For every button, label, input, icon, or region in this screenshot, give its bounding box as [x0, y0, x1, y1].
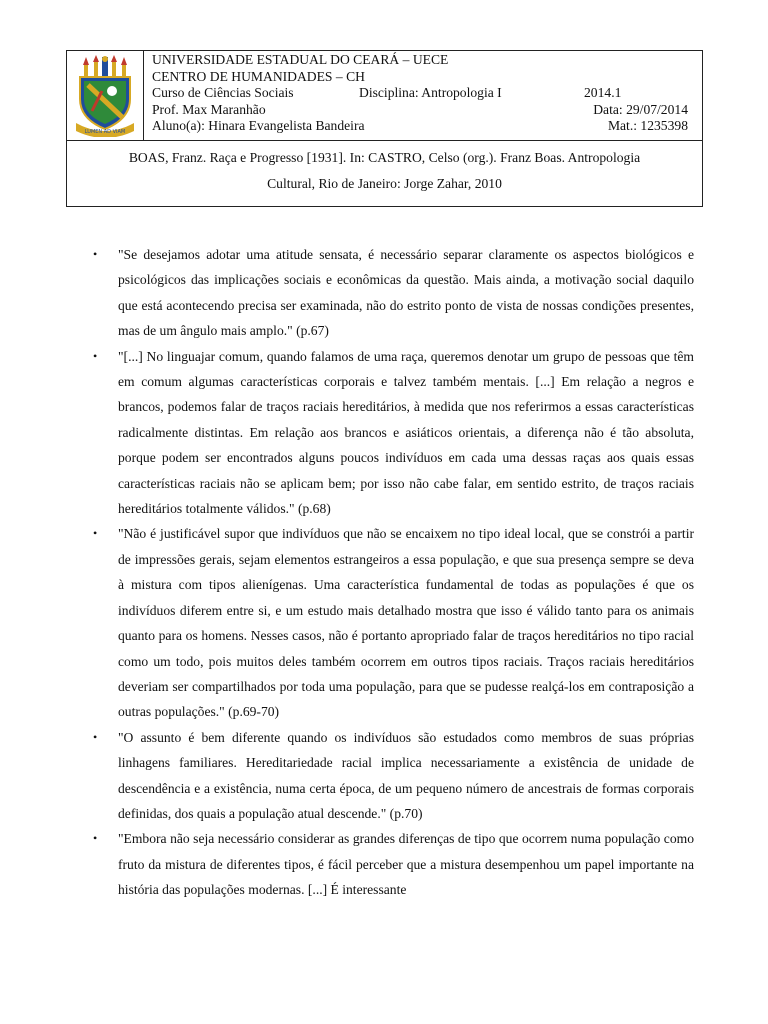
- bibliographic-reference: [67, 141, 702, 206]
- header-top-row: [67, 51, 702, 141]
- quote-text: "Se desejamos adotar uma atitude sensata, é necessário separar claramente os aspectos biológicos e psicológicos das implicações sociais e econômicas da questão. Mais ainda, a motivação social daquilo que está acontecendo precisa ser examinada, não do estrito ponto de vista de nossas condições presentes, mas de um ângulo mais amplo." (p.67): [118, 247, 694, 339]
- bullet-icon: •: [93, 729, 98, 744]
- quote-text: "Embora não seja necessário considerar as grandes diferenças de tipo que ocorrem numa população como fruto da mistura de diferentes tipos, é fácil perceber que a mistura desempenhou um papel importante na história das populações modernas. [...] É interessante: [118, 831, 694, 898]
- professor-row: [152, 102, 702, 119]
- reference-line-1: BOAS, Franz. Raça e Progresso [1931]. In: CASTRO, Celso (org.). Franz Boas. Antropologia: [128, 150, 641, 165]
- quote-text: "[...] No linguajar comum, quando falamos de uma raça, queremos denotar um grupo de pessoas que têm em comum algumas características corporais e talvez também mentais. [...] Em relação a negros e brancos, podemos falar de traços raciais hereditários, à medida que nos referirmos a essas características radicalmente distintas. Em relação aos brancos e asiáticos orientais, a diferença não é tão absoluta, porque podem ser encontrados alguns poucos indivíduos em cada uma dessas raças aos quais essas características raciais não se aplicam bem; por isso não cabe falar, em sentido estrito, de traços raciais hereditários totalmente válidos." (p.68): [118, 348, 694, 517]
- university-seal-icon: [74, 55, 136, 137]
- semester: 2014.1: [584, 85, 622, 100]
- quotes-list: [93, 242, 694, 903]
- university-name: UNIVERSIDADE ESTADUAL DO CEARÁ – UECE: [152, 52, 449, 67]
- center-name: CENTRO DE HUMANIDADES – CH: [152, 68, 365, 84]
- registration-number: Mat.: 1235398: [607, 118, 688, 133]
- quote-text: "O assunto é bem diferente quando os indivíduos são estudados como membros de suas próprias linhagens familiares. Hereditariedade racial implica necessariamente a existência de unidade de descendência e a existência, numa certa época, de um pequeno número de ancestrais de formas corporais definidas, dos quais a população atual descende." (p.70): [118, 729, 694, 821]
- header-info: [144, 51, 702, 140]
- bullet-icon: •: [93, 526, 98, 541]
- student-row: [152, 118, 702, 135]
- bullet-icon: •: [93, 348, 98, 363]
- bullet-icon: •: [93, 247, 98, 261]
- svg-text:LUMEN AD VIAM: LUMEN AD VIAM: [84, 128, 126, 135]
- course-name: Curso de Ciências Sociais: [152, 85, 294, 100]
- course-row: [152, 85, 702, 102]
- quote-item: [93, 826, 694, 902]
- quote-item: [93, 725, 694, 827]
- logo-cell: [67, 51, 144, 140]
- date: Data: 29/07/2014: [593, 101, 688, 117]
- discipline-name: Disciplina: Antropologia I: [359, 85, 502, 100]
- student-name: Aluno(a): Hinara Evangelista Bandeira: [152, 118, 365, 133]
- quote-text: "Não é justificável supor que indivíduos que não se encaixem no tipo ideal local, que se constrói a partir de impressões gerais, sejam elementos estrangeiros a essa população, e que sua presença sempre se deva à mistura com tipos alienígenas. Uma característica fundamental de todas as populações é que os indivíduos diferem entre si, e um estudo mais detalhado mostra que isso é válido tanto para os animais quanto para os homens. Nesses casos, não é portanto apropriado falar de traços hereditários no tipo racial como um todo, pois muitos deles também ocorrem em outros tipos raciais. Traços raciais hereditários deveriam ser compartilhados por toda uma população, para que se pudesse realçá-los em contraposição a outras populações." (p.69-70): [118, 526, 694, 720]
- quote-item: [93, 242, 694, 344]
- quote-item: [93, 344, 694, 522]
- bullet-icon: •: [93, 831, 98, 846]
- professor-name: Prof. Max Maranhão: [152, 101, 266, 117]
- header-table: [66, 50, 703, 207]
- reference-line-2: Cultural, Rio de Janeiro: Jorge Zahar, 2010: [267, 176, 502, 191]
- quote-item: [93, 521, 694, 724]
